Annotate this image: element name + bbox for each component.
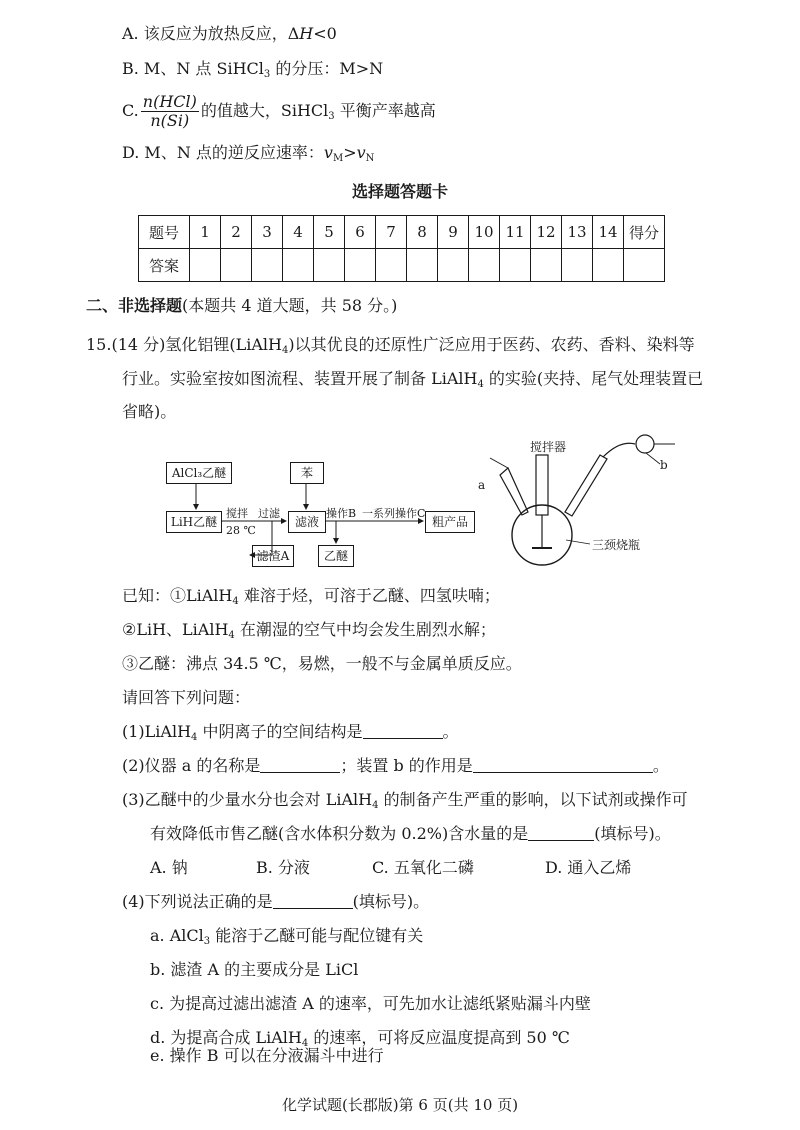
- arrow-to-residue: [250, 521, 272, 555]
- answer-blank-2b[interactable]: [473, 756, 653, 773]
- flow-label-stir: 搅拌: [226, 507, 248, 520]
- option-c-label: C.: [122, 101, 139, 120]
- fraction-denominator: n(Si): [150, 111, 190, 130]
- label-b: b: [660, 458, 668, 472]
- known-2: [122, 618, 496, 648]
- label-flask: 三颈烧瓶: [592, 538, 641, 552]
- flow-label-opB: 操作B: [326, 507, 357, 520]
- flow-label-temp: 28 ℃: [226, 524, 256, 537]
- subq-3-sub: 4: [372, 800, 379, 811]
- q15-line1-b: )以其优良的还原性广泛应用于医药、农药、香料、染料等: [288, 335, 695, 354]
- q-num: 9: [438, 216, 469, 249]
- subq-1-a: (1)LiAlH: [122, 722, 192, 741]
- q-num: 3: [252, 216, 283, 249]
- score-label: 得分: [624, 216, 665, 249]
- answer-card-title: 选择题答题卡: [351, 182, 448, 201]
- score-cell[interactable]: [624, 249, 665, 282]
- label-stirrer: 搅拌器: [530, 440, 567, 454]
- option-d-gt: >: [343, 143, 357, 162]
- answer-card-row-numbers: [139, 216, 665, 249]
- answer-cell[interactable]: [252, 249, 283, 282]
- q15-line2-b: 的实验(夹持、尾气处理装置已: [483, 369, 704, 388]
- option-d-text: D. M、N 点的逆反应速率：: [122, 143, 324, 162]
- subq-3-l1b: 的制备产生严重的影响，以下试剂或操作可: [378, 790, 688, 809]
- q15-line1-sub: 4: [282, 345, 289, 356]
- subq-4-stem-a: (4)下列说法正确的是: [122, 892, 273, 911]
- q-num: 7: [376, 216, 407, 249]
- subq-3-l2a: 有效降低市售乙醚(含水体积分数为 0.2%)含水量的是: [150, 824, 529, 843]
- answer-blank-1[interactable]: [363, 722, 443, 739]
- option-a-suffix: <0: [313, 24, 337, 43]
- q15-line1: [86, 333, 695, 363]
- q-num: 2: [221, 216, 252, 249]
- q-num: 5: [314, 216, 345, 249]
- dropping-funnel-a: [500, 468, 528, 515]
- option-b-suffix: 的分压：M>N: [270, 59, 384, 78]
- section2-title: 二、非选择题: [86, 296, 183, 315]
- option-a-text: A. 该反应为放热反应，Δ: [122, 24, 300, 43]
- subq-4-d-sub: 4: [301, 1038, 309, 1049]
- subq-4-d2: 的速率，可将反应温度提高到 50 ℃: [308, 1028, 570, 1047]
- row-label-answer: 答案: [139, 249, 190, 282]
- fraction-numerator: n(HCl): [142, 92, 197, 111]
- ask-prompt: 请回答下列问题：: [122, 688, 251, 707]
- option-a-H: H: [299, 24, 314, 43]
- q-num: 10: [469, 216, 500, 249]
- known-1: [122, 584, 500, 614]
- answer-cell[interactable]: [345, 249, 376, 282]
- subq-3-option-b: B. 分液: [256, 858, 310, 877]
- known-1-a: 已知：①LiAlH: [122, 586, 233, 605]
- q15-line3: 省略)。: [122, 402, 177, 421]
- subq-4-item-e: e. 操作 B 可以在分液漏斗中进行: [150, 1046, 384, 1065]
- apparatus-svg: [470, 430, 700, 580]
- subq-4-d1: d. 为提高合成 LiAlH: [150, 1028, 302, 1047]
- subq-1-end: 。: [442, 722, 459, 741]
- answer-cell[interactable]: [190, 249, 221, 282]
- subq-2-a: (2)仪器 a 的名称是: [122, 756, 261, 775]
- funnel-top: [490, 458, 508, 468]
- option-d-vm: v: [323, 143, 333, 162]
- answer-cell[interactable]: [469, 249, 500, 282]
- flow-box-filtrate: 滤液: [288, 511, 326, 533]
- option-c-suffix: 平衡产率越高: [334, 101, 436, 120]
- answer-cell[interactable]: [531, 249, 562, 282]
- option-c-sub: 3: [328, 111, 335, 122]
- option-a: [122, 22, 337, 46]
- subq-3-option-c: C. 五氧化二磷: [372, 858, 474, 877]
- flow-box-alcl3: AlCl₃乙醚: [166, 462, 232, 484]
- flow-box-benzene: 苯: [290, 462, 324, 484]
- subq-3-l1a: (3)乙醚中的少量水分也会对 LiAlH: [122, 790, 373, 809]
- subq-1: [122, 720, 459, 750]
- answer-blank-3[interactable]: [528, 824, 594, 841]
- subq-4-a-sub: 3: [203, 936, 211, 947]
- option-c-text: 的值越大，SiHCl: [200, 101, 329, 120]
- option-b-text: B. M、N 点 SiHCl: [122, 59, 264, 78]
- q-num: 1: [190, 216, 221, 249]
- subq-4-item-c: c. 为提高过滤出滤渣 A 的速率，可先加水让滤纸紧贴漏斗内壁: [150, 994, 591, 1013]
- subq-1-sub: 4: [191, 732, 198, 743]
- subq-1-b: 中阴离子的空间结构是: [197, 722, 363, 741]
- q-num: 12: [531, 216, 562, 249]
- subq-2-b: ；装置 b 的作用是: [340, 756, 473, 775]
- q-num: 14: [593, 216, 624, 249]
- q15-line2: [122, 367, 703, 397]
- answer-cell[interactable]: [438, 249, 469, 282]
- q15-line2-a: 行业。实验室按如图流程、装置开展了制备 LiAlH: [122, 369, 478, 388]
- row-label-number: 题号: [139, 216, 190, 249]
- subq-3-l2b: (填标号)。: [594, 824, 671, 843]
- subq-4-a2: 能溶于乙醚可能与配位键有关: [210, 926, 424, 945]
- subq-3-line2: [150, 822, 671, 846]
- option-d: [122, 141, 374, 171]
- section2-note: (本题共 4 道大题，共 58 分。): [182, 296, 398, 315]
- answer-cell[interactable]: [500, 249, 531, 282]
- known-1-sub: 4: [232, 596, 239, 607]
- option-c: [122, 92, 436, 136]
- flow-box-crude: 粗产品: [425, 511, 475, 533]
- answer-cell[interactable]: [221, 249, 252, 282]
- subq-4-a1: a. AlCl: [150, 926, 204, 945]
- label-line-flask: [566, 540, 590, 544]
- page-footer: 化学试题(长郡版)第 6 页(共 10 页): [281, 1096, 519, 1114]
- subq-4-item-a: [150, 924, 423, 954]
- answer-blank-2a[interactable]: [260, 756, 340, 773]
- condenser: [565, 455, 607, 516]
- answer-cell[interactable]: [593, 249, 624, 282]
- answer-cell[interactable]: [407, 249, 438, 282]
- option-c-fraction: [141, 93, 199, 130]
- q-num: 6: [345, 216, 376, 249]
- answer-cell[interactable]: [562, 249, 593, 282]
- q-num: 11: [500, 216, 531, 249]
- flow-box-lih: LiH乙醚: [166, 511, 222, 533]
- label-a: a: [478, 478, 486, 492]
- subq-4-stem-b: (填标号)。: [352, 892, 430, 911]
- flow-box-residue: 滤渣A: [252, 545, 294, 567]
- answer-cell[interactable]: [283, 249, 314, 282]
- option-b: [122, 57, 383, 87]
- drying-tube-connector: [603, 443, 635, 457]
- answer-cell[interactable]: [376, 249, 407, 282]
- answer-card-table: [138, 215, 665, 282]
- known-2-b: 在潮湿的空气中均会发生剧烈水解；: [234, 620, 496, 639]
- q-num: 13: [562, 216, 593, 249]
- subq-3-line1: [122, 788, 688, 818]
- label-line-b: [646, 453, 660, 464]
- subq-3-option-a: A. 钠: [150, 858, 188, 877]
- subq-2-end: 。: [652, 756, 669, 775]
- option-b-sub: 3: [263, 69, 271, 80]
- answer-card-row-answers: [139, 249, 665, 282]
- q15-line2-sub: 4: [477, 379, 484, 390]
- subq-4-stem: [122, 890, 429, 914]
- answer-cell[interactable]: [314, 249, 345, 282]
- known-1-b: 难溶于烃，可溶于乙醚、四氢呋喃；: [238, 586, 500, 605]
- subq-3-option-d: D. 通入乙烯: [545, 858, 632, 877]
- q15-line1-a: 15.(14 分)氢化铝锂(LiAlH: [86, 335, 282, 354]
- option-d-n: N: [365, 153, 375, 164]
- q-num: 8: [407, 216, 438, 249]
- flow-box-ether: 乙醚: [318, 545, 354, 567]
- section2-heading: [86, 294, 397, 318]
- known-2-sub: 4: [228, 630, 235, 641]
- subq-2: [122, 754, 669, 778]
- subq-4-item-b: b. 滤渣 A 的主要成分是 LiCl: [150, 960, 359, 979]
- q-num: 4: [283, 216, 314, 249]
- known-3: ③乙醚：沸点 34.5 ℃，易燃，一般不与金属单质反应。: [122, 654, 522, 673]
- flow-label-opC: 一系列操作C: [362, 507, 426, 520]
- flow-label-filter: 过滤: [258, 507, 280, 520]
- known-2-a: ②LiH、LiAlH: [122, 620, 229, 639]
- flow-arrows: [150, 450, 490, 580]
- option-d-vn: v: [356, 143, 366, 162]
- answer-blank-4[interactable]: [273, 892, 353, 909]
- option-d-m: M: [332, 153, 344, 164]
- drying-tube-b: [636, 435, 654, 453]
